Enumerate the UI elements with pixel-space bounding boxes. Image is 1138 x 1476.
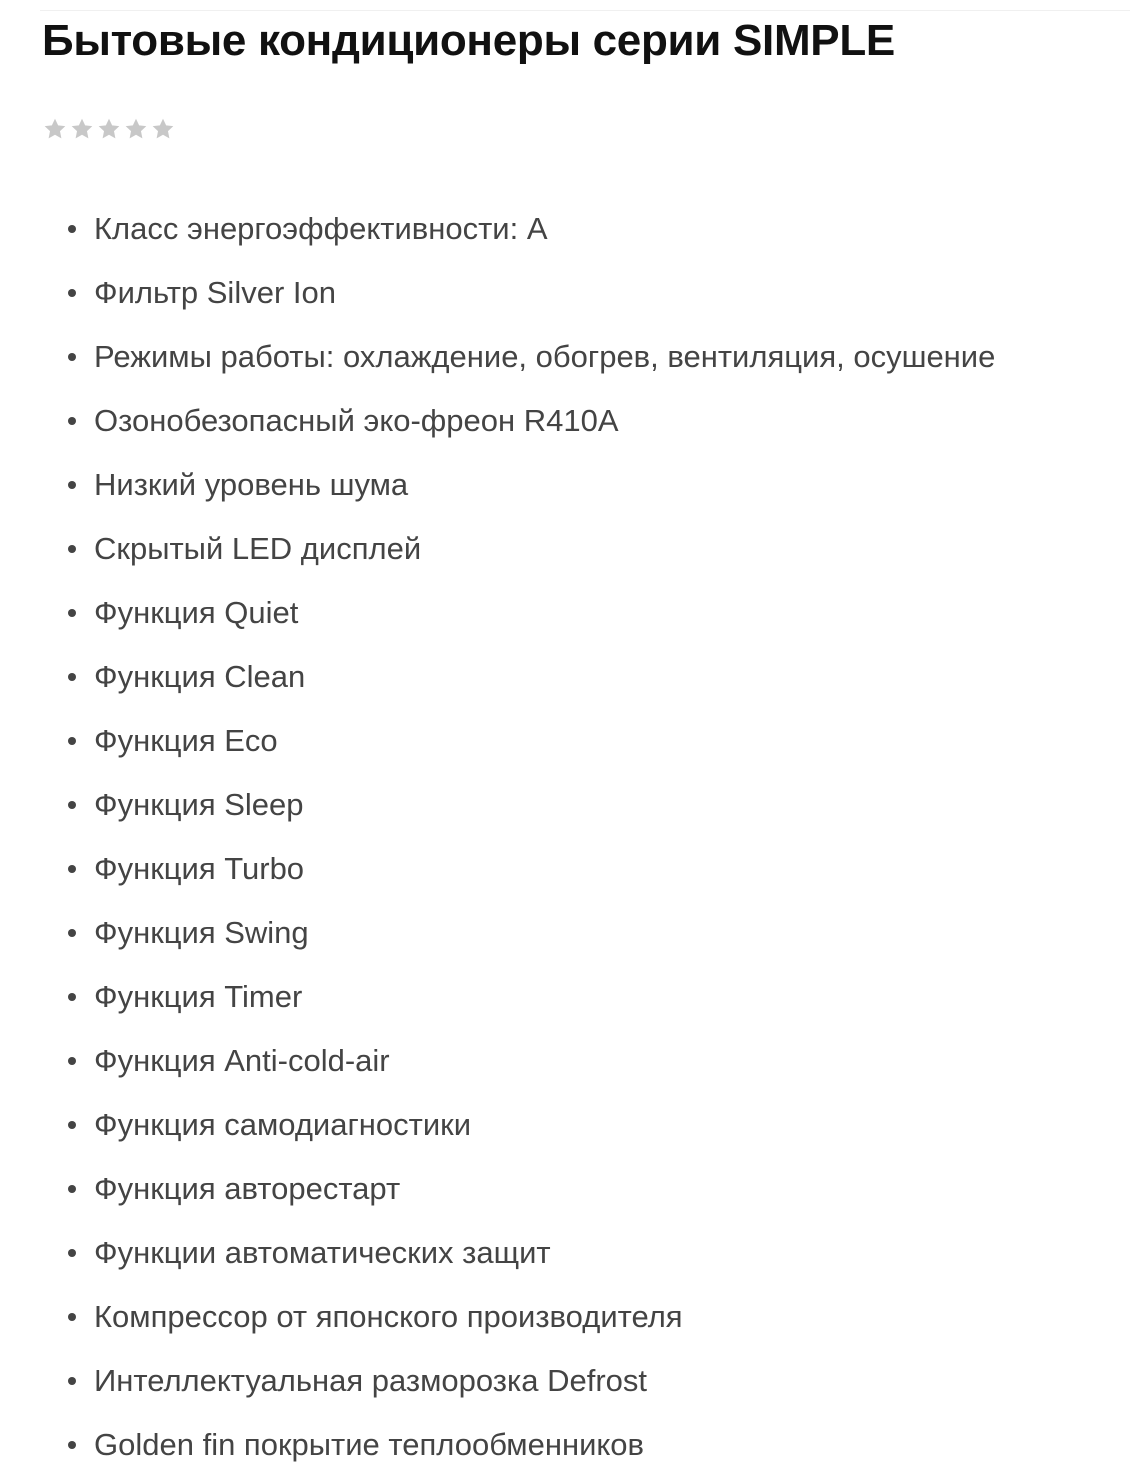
top-divider	[40, 10, 1130, 11]
feature-text: Функция самодиагностики	[94, 1107, 472, 1142]
feature-text: Функция Clean	[94, 659, 306, 694]
list-item	[68, 1349, 995, 1413]
list-item	[68, 645, 995, 709]
star-icon[interactable]	[123, 116, 149, 142]
list-item	[68, 773, 995, 837]
bullet-icon	[68, 929, 76, 937]
feature-text: Функции автоматических защит	[94, 1235, 551, 1270]
list-item	[68, 901, 995, 965]
list-item	[68, 325, 995, 389]
feature-text: Функция Turbo	[94, 851, 305, 886]
feature-text: Функция Quiet	[94, 595, 299, 630]
list-item	[68, 453, 995, 517]
bullet-icon	[68, 289, 76, 297]
feature-text: Функция Sleep	[94, 787, 304, 822]
star-icon[interactable]	[96, 116, 122, 142]
list-item	[68, 837, 995, 901]
bullet-icon	[68, 1057, 76, 1065]
feature-text: Функция авторестарт	[94, 1171, 401, 1206]
list-item	[68, 1093, 995, 1157]
bullet-icon	[68, 1121, 76, 1129]
feature-text: Функция Anti-cold-air	[94, 1043, 390, 1078]
feature-text: Функция Swing	[94, 915, 309, 950]
bullet-icon	[68, 1441, 76, 1449]
bullet-icon	[68, 1377, 76, 1385]
bullet-icon	[68, 1313, 76, 1321]
list-item	[68, 581, 995, 645]
product-rating[interactable]	[42, 116, 176, 142]
bullet-icon	[68, 225, 76, 233]
feature-text: Функция Timer	[94, 979, 303, 1014]
feature-text: Компрессор от японского производителя	[94, 1299, 683, 1334]
star-icon[interactable]	[150, 116, 176, 142]
bullet-icon	[68, 865, 76, 873]
page-title: Бытовые кондиционеры серии SIMPLE	[42, 16, 895, 65]
bullet-icon	[68, 737, 76, 745]
bullet-icon	[68, 353, 76, 361]
list-item	[68, 1413, 995, 1476]
star-icon[interactable]	[69, 116, 95, 142]
feature-text: Скрытый LED дисплей	[94, 531, 422, 566]
list-item	[68, 1157, 995, 1221]
bullet-icon	[68, 993, 76, 1001]
feature-text: Озонобезопасный эко-фреон R410A	[94, 403, 619, 438]
list-item	[68, 1029, 995, 1093]
feature-text: Класс энергоэффективности: А	[94, 211, 548, 246]
bullet-icon	[68, 609, 76, 617]
bullet-icon	[68, 481, 76, 489]
list-item	[68, 1285, 995, 1349]
list-item	[68, 389, 995, 453]
feature-text: Интеллектуальная разморозка Defrost	[94, 1363, 647, 1398]
list-item	[68, 197, 995, 261]
bullet-icon	[68, 801, 76, 809]
bullet-icon	[68, 545, 76, 553]
feature-text: Функция Eco	[94, 723, 278, 758]
list-item	[68, 261, 995, 325]
feature-list	[68, 197, 995, 1476]
star-icon[interactable]	[42, 116, 68, 142]
feature-text: Golden fin покрытие теплообменников	[94, 1427, 645, 1462]
bullet-icon	[68, 1185, 76, 1193]
list-item	[68, 1221, 995, 1285]
list-item	[68, 965, 995, 1029]
list-item	[68, 709, 995, 773]
bullet-icon	[68, 673, 76, 681]
feature-text: Низкий уровень шума	[94, 467, 409, 502]
list-item	[68, 517, 995, 581]
feature-text: Режимы работы: охлаждение, обогрев, вентиляция, осушение	[94, 339, 996, 374]
feature-text: Фильтр Silver Ion	[94, 275, 336, 310]
bullet-icon	[68, 417, 76, 425]
bullet-icon	[68, 1249, 76, 1257]
